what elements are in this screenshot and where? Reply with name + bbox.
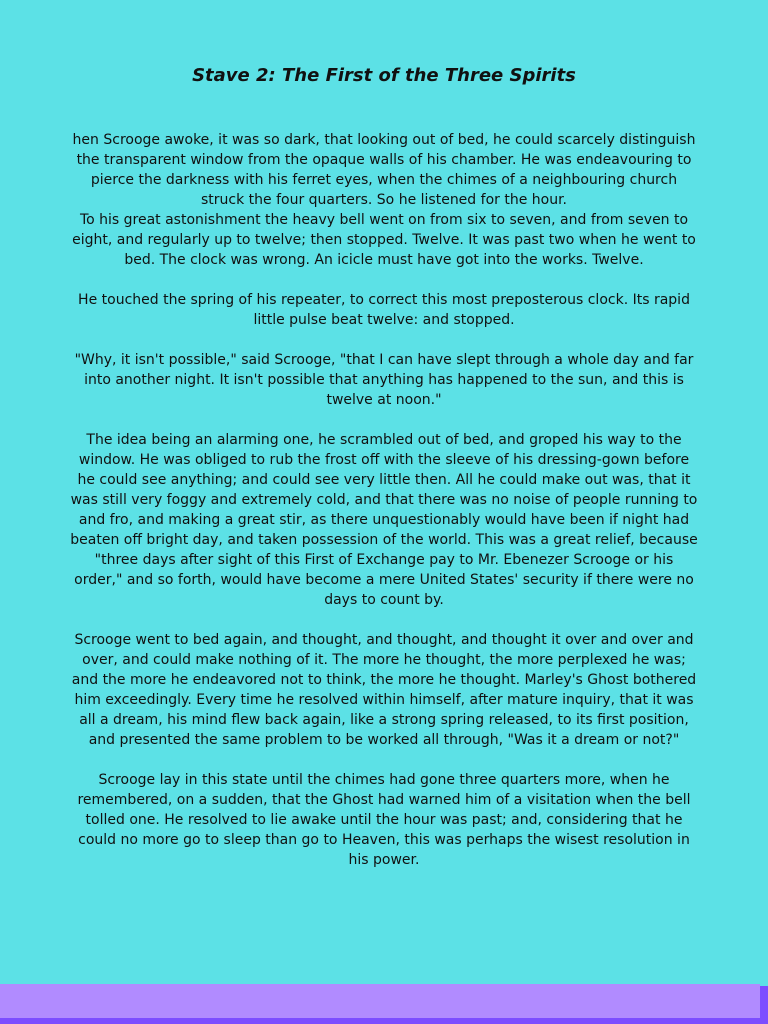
- paragraph-line: He touched the spring of his repeater, to correct this most preposterous clock. Its rapid little pulse beat twelve: and stopped.: [78, 292, 690, 328]
- paragraph-line: hen Scrooge awoke, it was so dark, that looking out of bed, he could scarcely distinguish the transparent window from the opaque walls of his chamber. He was endeavouring to pierce the darkness with his ferret eyes, when the chimes of a neighbouring church struck the four quarters. So he listened for the hour.: [72, 132, 696, 208]
- paragraph-2: [70, 290, 698, 330]
- page-title: Stave 2: The First of the Three Spirits: [192, 65, 576, 86]
- paragraph-1: [70, 130, 698, 270]
- paragraph-line: Scrooge went to bed again, and thought, and thought, and thought it over and over and over, and could make nothing of it. The more he thought, the more perplexed he was; and the more he endeavored not to think, the more he thought. Marley's Ghost bothered him exceedingly. Every time he resolved within himself, after mature inquiry, that it was all a dream, his mind flew back again, like a strong spring released, to its first position, and presented the same problem to be worked all through, "Was it a dream or not?": [71, 632, 697, 748]
- paragraph-6: [70, 770, 698, 870]
- footer-band-shadow-right: [760, 986, 768, 1020]
- paragraph-line: To his great astonishment the heavy bell went on from six to seven, and from seven to eight, and regularly up to twelve; then stopped. Twelve. It was past two when he went to bed. The clock was wrong. An icicle must have got into the works. Twelve.: [72, 212, 696, 268]
- paragraph-5: [70, 630, 698, 750]
- footer-band-shadow-bottom: [0, 1018, 768, 1024]
- paragraph-4: [70, 430, 698, 610]
- paragraph-line: "Why, it isn't possible," said Scrooge, "that I can have slept through a whole day and far into another night. It isn't possible that anything has happened to the sun, and this is twelve at noon.": [74, 352, 694, 408]
- paragraph-line: Scrooge lay in this state until the chimes had gone three quarters more, when he remembered, on a sudden, that the Ghost had warned him of a visitation when the bell tolled one. He resolved to lie awake until the hour was past; and, considering that he could no more go to sleep than go to Heaven, this was perhaps the wisest resolution in his power.: [77, 772, 691, 868]
- paragraph-3: [70, 350, 698, 410]
- story-body: [70, 130, 698, 870]
- footer-band: [0, 984, 760, 1018]
- paragraph-line: The idea being an alarming one, he scrambled out of bed, and groped his way to the window. He was obliged to rub the frost off with the sleeve of his dressing-gown before he could see anything; and could see very little then. All he could make out was, that it was still very foggy and extremely cold, and that there was no noise of people running to and fro, and making a great stir, as there unquestionably would have been if night had beaten off bright day, and taken possession of the world. This was a great relief, because "three days after sight of this First of Exchange pay to Mr. Ebenezer Scrooge or his order," and so forth, would have become a mere United States' security if there were no days to count by.: [70, 432, 698, 608]
